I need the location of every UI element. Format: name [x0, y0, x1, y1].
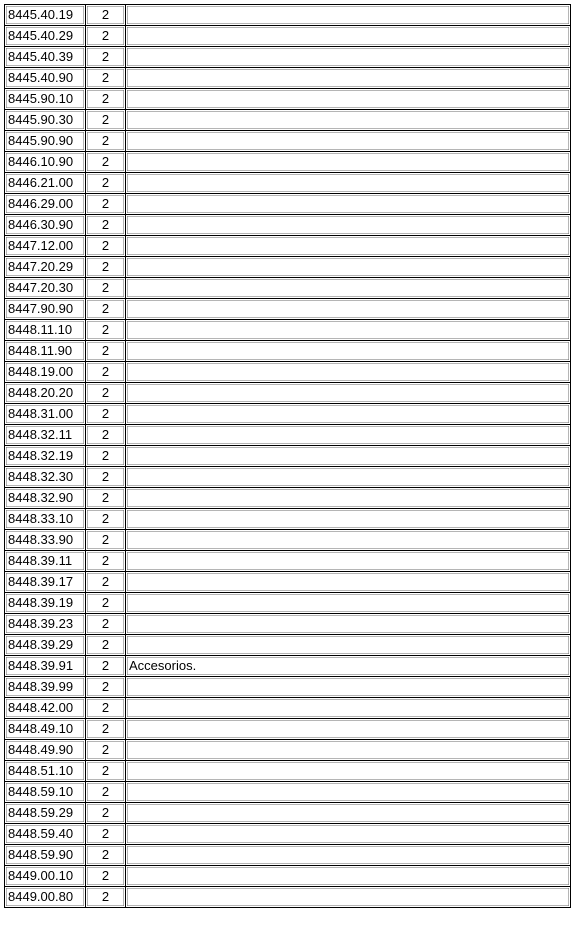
- tariff-code-cell: 8448.32.90: [5, 488, 86, 509]
- table-row: [5, 257, 571, 278]
- level-cell: 2: [86, 383, 126, 404]
- tariff-code-cell: 8448.39.17: [5, 572, 86, 593]
- table-row: [5, 236, 571, 257]
- table-row: [5, 26, 571, 47]
- tariff-code-cell: 8445.90.30: [5, 110, 86, 131]
- description-cell: [126, 551, 571, 572]
- tariff-code-cell: 8448.33.10: [5, 509, 86, 530]
- level-cell: 2: [86, 551, 126, 572]
- table-row: [5, 824, 571, 845]
- tariff-code-cell: 8448.32.11: [5, 425, 86, 446]
- tariff-code-cell: 8448.20.20: [5, 383, 86, 404]
- table-row: [5, 509, 571, 530]
- table-row: [5, 341, 571, 362]
- tariff-code-cell: 8448.31.00: [5, 404, 86, 425]
- level-cell: 2: [86, 320, 126, 341]
- description-cell: [126, 320, 571, 341]
- tariff-code-cell: 8448.39.19: [5, 593, 86, 614]
- tariff-code-cell: 8447.20.30: [5, 278, 86, 299]
- description-cell: [126, 509, 571, 530]
- description-cell: [126, 299, 571, 320]
- level-cell: 2: [86, 341, 126, 362]
- table-row: [5, 488, 571, 509]
- tariff-code-cell: 8448.32.19: [5, 446, 86, 467]
- description-cell: [126, 446, 571, 467]
- table-row: [5, 215, 571, 236]
- level-cell: 2: [86, 467, 126, 488]
- level-cell: 2: [86, 614, 126, 635]
- tariff-code-cell: 8448.42.00: [5, 698, 86, 719]
- tariff-code-cell: 8448.11.90: [5, 341, 86, 362]
- description-cell: [126, 824, 571, 845]
- description-cell: [126, 803, 571, 824]
- description-cell: [126, 866, 571, 887]
- tariff-code-cell: 8448.39.29: [5, 635, 86, 656]
- description-cell: [126, 5, 571, 26]
- tariff-code-cell: 8446.21.00: [5, 173, 86, 194]
- table-row: [5, 467, 571, 488]
- description-cell: [126, 341, 571, 362]
- level-cell: 2: [86, 530, 126, 551]
- table-row: [5, 530, 571, 551]
- table-row: [5, 446, 571, 467]
- tariff-code-cell: 8446.29.00: [5, 194, 86, 215]
- level-cell: 2: [86, 299, 126, 320]
- table-row: [5, 656, 571, 677]
- table-row: [5, 677, 571, 698]
- description-cell: [126, 236, 571, 257]
- description-cell: [126, 698, 571, 719]
- level-cell: 2: [86, 362, 126, 383]
- table-row: [5, 698, 571, 719]
- table-row: [5, 89, 571, 110]
- level-cell: 2: [86, 110, 126, 131]
- level-cell: 2: [86, 404, 126, 425]
- tariff-code-cell: 8448.59.10: [5, 782, 86, 803]
- description-cell: [126, 110, 571, 131]
- table-row: [5, 152, 571, 173]
- tariff-code-cell: 8448.19.00: [5, 362, 86, 383]
- table-row: [5, 719, 571, 740]
- table-row: [5, 194, 571, 215]
- table-row: [5, 68, 571, 89]
- description-cell: [126, 404, 571, 425]
- description-cell: [126, 362, 571, 383]
- table-row: [5, 572, 571, 593]
- level-cell: 2: [86, 5, 126, 26]
- tariff-code-cell: 8447.90.90: [5, 299, 86, 320]
- description-cell: [126, 47, 571, 68]
- level-cell: 2: [86, 278, 126, 299]
- tariff-code-cell: 8449.00.80: [5, 887, 86, 908]
- description-cell: [126, 719, 571, 740]
- level-cell: 2: [86, 509, 126, 530]
- table-row: [5, 845, 571, 866]
- level-cell: 2: [86, 782, 126, 803]
- level-cell: 2: [86, 194, 126, 215]
- table-row: [5, 551, 571, 572]
- level-cell: 2: [86, 131, 126, 152]
- tariff-code-cell: 8448.49.10: [5, 719, 86, 740]
- level-cell: 2: [86, 761, 126, 782]
- description-cell: [126, 593, 571, 614]
- description-cell: [126, 425, 571, 446]
- description-cell: [126, 635, 571, 656]
- level-cell: 2: [86, 866, 126, 887]
- tariff-table: [4, 4, 571, 908]
- tariff-code-cell: 8448.51.10: [5, 761, 86, 782]
- level-cell: 2: [86, 845, 126, 866]
- tariff-code-cell: 8448.39.99: [5, 677, 86, 698]
- tariff-code-cell: 8447.20.29: [5, 257, 86, 278]
- description-cell: [126, 173, 571, 194]
- table-row: [5, 383, 571, 404]
- level-cell: 2: [86, 824, 126, 845]
- description-cell: [126, 761, 571, 782]
- table-row: [5, 278, 571, 299]
- table-row: [5, 761, 571, 782]
- level-cell: 2: [86, 677, 126, 698]
- level-cell: 2: [86, 740, 126, 761]
- description-cell: [126, 383, 571, 404]
- table-row: [5, 887, 571, 908]
- tariff-code-cell: 8448.59.29: [5, 803, 86, 824]
- level-cell: 2: [86, 215, 126, 236]
- table-row: [5, 425, 571, 446]
- level-cell: 2: [86, 719, 126, 740]
- tariff-code-cell: 8448.39.11: [5, 551, 86, 572]
- description-cell: [126, 782, 571, 803]
- tariff-code-cell: 8448.39.91: [5, 656, 86, 677]
- description-cell: [126, 845, 571, 866]
- table-row: [5, 782, 571, 803]
- table-row: [5, 404, 571, 425]
- table-row: [5, 740, 571, 761]
- description-cell: [126, 215, 571, 236]
- level-cell: 2: [86, 572, 126, 593]
- tariff-code-cell: 8446.10.90: [5, 152, 86, 173]
- table-row: [5, 173, 571, 194]
- description-cell: [126, 530, 571, 551]
- description-cell: [126, 257, 571, 278]
- tariff-code-cell: 8449.00.10: [5, 866, 86, 887]
- description-cell: [126, 614, 571, 635]
- tariff-code-cell: 8446.30.90: [5, 215, 86, 236]
- level-cell: 2: [86, 152, 126, 173]
- level-cell: 2: [86, 173, 126, 194]
- description-cell: [126, 677, 571, 698]
- description-cell: [126, 740, 571, 761]
- level-cell: 2: [86, 47, 126, 68]
- level-cell: 2: [86, 698, 126, 719]
- level-cell: 2: [86, 257, 126, 278]
- level-cell: 2: [86, 488, 126, 509]
- tariff-code-cell: 8448.59.90: [5, 845, 86, 866]
- tariff-table-body: [5, 5, 571, 908]
- description-cell: [126, 131, 571, 152]
- table-row: [5, 299, 571, 320]
- level-cell: 2: [86, 803, 126, 824]
- level-cell: 2: [86, 425, 126, 446]
- table-row: [5, 803, 571, 824]
- tariff-code-cell: 8445.90.90: [5, 131, 86, 152]
- tariff-code-cell: 8445.40.19: [5, 5, 86, 26]
- level-cell: 2: [86, 89, 126, 110]
- level-cell: 2: [86, 68, 126, 89]
- level-cell: 2: [86, 656, 126, 677]
- level-cell: 2: [86, 593, 126, 614]
- description-cell: [126, 89, 571, 110]
- level-cell: 2: [86, 635, 126, 656]
- description-cell: [126, 572, 571, 593]
- level-cell: 2: [86, 236, 126, 257]
- table-row: [5, 362, 571, 383]
- tariff-code-cell: 8445.40.90: [5, 68, 86, 89]
- table-row: [5, 110, 571, 131]
- tariff-code-cell: 8448.32.30: [5, 467, 86, 488]
- description-cell: [126, 278, 571, 299]
- tariff-code-cell: 8448.39.23: [5, 614, 86, 635]
- tariff-code-cell: 8448.59.40: [5, 824, 86, 845]
- tariff-code-cell: 8445.90.10: [5, 89, 86, 110]
- table-row: [5, 5, 571, 26]
- level-cell: 2: [86, 446, 126, 467]
- description-cell: [126, 467, 571, 488]
- description-cell: [126, 68, 571, 89]
- tariff-code-cell: 8448.49.90: [5, 740, 86, 761]
- table-row: [5, 47, 571, 68]
- tariff-code-cell: 8445.40.39: [5, 47, 86, 68]
- level-cell: 2: [86, 26, 126, 47]
- table-row: [5, 635, 571, 656]
- tariff-code-cell: 8447.12.00: [5, 236, 86, 257]
- table-row: [5, 866, 571, 887]
- table-row: [5, 131, 571, 152]
- level-cell: 2: [86, 887, 126, 908]
- description-cell: [126, 194, 571, 215]
- table-row: [5, 593, 571, 614]
- table-row: [5, 320, 571, 341]
- description-cell: Accesorios.: [126, 656, 571, 677]
- description-cell: [126, 887, 571, 908]
- description-cell: [126, 26, 571, 47]
- tariff-code-cell: 8445.40.29: [5, 26, 86, 47]
- tariff-code-cell: 8448.11.10: [5, 320, 86, 341]
- table-row: [5, 614, 571, 635]
- description-cell: [126, 152, 571, 173]
- description-cell: [126, 488, 571, 509]
- tariff-code-cell: 8448.33.90: [5, 530, 86, 551]
